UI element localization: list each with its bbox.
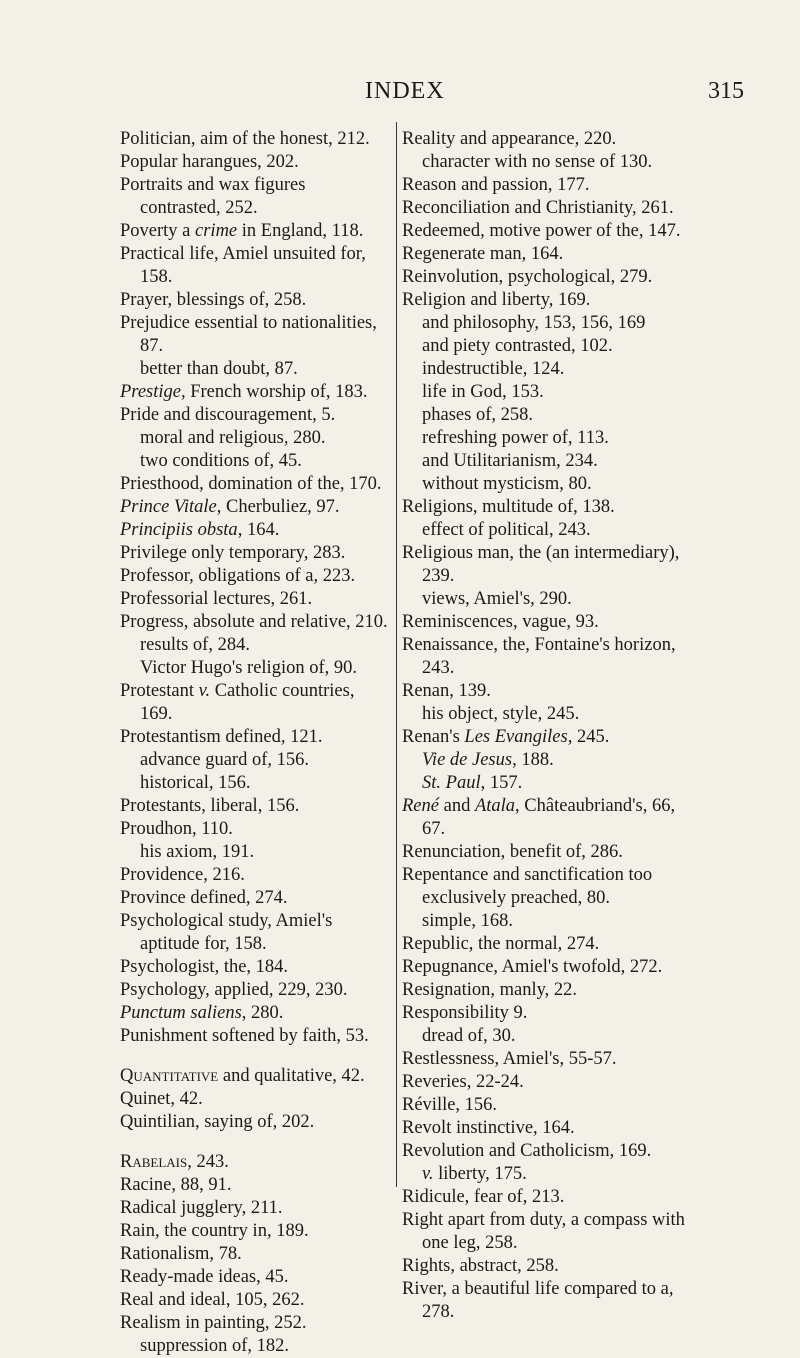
entry-text: Resignation, manly, 22. xyxy=(402,980,578,1000)
entry-text: Ready-made ideas, 45. xyxy=(120,1267,289,1287)
entry-text: Popular harangues, 202. xyxy=(120,152,299,172)
entry-text: Rain, the country in, 189. xyxy=(120,1221,309,1241)
index-entry xyxy=(120,864,388,887)
column-divider xyxy=(396,122,397,1187)
entry-text: crime xyxy=(195,221,238,241)
entry-text: Protestant xyxy=(120,681,199,701)
entry-text: Psychologist, the, 184. xyxy=(120,957,289,977)
index-entry xyxy=(120,588,388,611)
index-subentry xyxy=(120,1335,388,1358)
index-subentry xyxy=(402,335,698,358)
index-column-right xyxy=(402,128,698,1324)
index-entry xyxy=(120,220,388,243)
entry-text: Prince Vitale xyxy=(120,497,217,517)
entry-text: Prejudice essential to nationalities, 87. xyxy=(120,313,377,356)
entry-text: Racine, 88, 91. xyxy=(120,1175,232,1195)
index-entry xyxy=(402,1071,698,1094)
index-entry xyxy=(402,611,698,634)
entry-text: phases of, 258. xyxy=(422,405,533,425)
entry-text: Reveries, 22-24. xyxy=(402,1072,524,1092)
index-subentry xyxy=(120,358,388,381)
index-entry xyxy=(120,1243,388,1266)
entry-text: Realism in painting, 252. xyxy=(120,1313,307,1333)
entry-text: liberty, 175. xyxy=(433,1164,527,1184)
entry-text: Regenerate man, 164. xyxy=(402,244,564,264)
index-subentry xyxy=(402,1025,698,1048)
index-subentry xyxy=(402,312,698,335)
index-entry xyxy=(120,496,388,519)
index-entry xyxy=(120,1002,388,1025)
entry-text: simple, 168. xyxy=(422,911,513,931)
index-entry xyxy=(120,1111,388,1134)
entry-text: Reconciliation and Christianity, 261. xyxy=(402,198,674,218)
entry-text: Renaissance, the, Fontaine's horizon, 243. xyxy=(402,635,676,678)
entry-text: Restlessness, Amiel's, 55-57. xyxy=(402,1049,617,1069)
entry-text: Punishment softened by faith, 53. xyxy=(120,1026,369,1046)
entry-text: Rights, abstract, 258. xyxy=(402,1256,559,1276)
entry-text: v. xyxy=(198,681,211,701)
index-subentry xyxy=(402,772,698,795)
index-entry xyxy=(402,1002,698,1025)
index-entry xyxy=(120,1312,388,1335)
index-entry xyxy=(402,220,698,243)
entry-text: Protestants, liberal, 156. xyxy=(120,796,300,816)
entry-text: , 164. xyxy=(237,520,280,540)
index-entry xyxy=(402,795,698,841)
entry-text: Poverty a xyxy=(120,221,196,241)
entry-text: his object, style, 245. xyxy=(422,704,580,724)
index-entry xyxy=(120,519,388,542)
index-subentry xyxy=(402,588,698,611)
entry-text: his axiom, 191. xyxy=(140,842,255,862)
index-subentry xyxy=(120,657,388,680)
index-subentry xyxy=(402,358,698,381)
entry-text: better than doubt, 87. xyxy=(140,359,298,379)
entry-text: in England, 118. xyxy=(237,221,364,241)
index-subentry xyxy=(402,473,698,496)
entry-text: St. Paul xyxy=(422,773,481,793)
entry-text: views, Amiel's, 290. xyxy=(422,589,572,609)
page-header xyxy=(0,78,800,108)
index-subentry xyxy=(120,634,388,657)
entry-text: , French worship of, 183. xyxy=(180,382,368,402)
entry-text: , Cherbuliez, 97. xyxy=(216,497,340,517)
index-entry xyxy=(120,404,388,427)
entry-text: Proudhon, 110. xyxy=(120,819,233,839)
entry-text: and piety contrasted, 102. xyxy=(422,336,613,356)
index-entry xyxy=(120,1025,388,1048)
entry-text: River, a beautiful life compared to a, 278. xyxy=(402,1279,674,1322)
index-entry xyxy=(120,910,388,956)
entry-text: Quintilian, saying of, 202. xyxy=(120,1112,315,1132)
entry-text: and Utilitarianism, 234. xyxy=(422,451,598,471)
entry-text: Portraits and wax figures contrasted, 252. xyxy=(120,175,306,218)
entry-text: Renan, 139. xyxy=(402,681,491,701)
entry-text: Reason and passion, 177. xyxy=(402,175,590,195)
index-entry xyxy=(402,864,698,910)
index-entry xyxy=(402,1278,698,1324)
index-entry xyxy=(120,818,388,841)
entry-text: Redeemed, motive power of the, 147. xyxy=(402,221,681,241)
index-entry xyxy=(402,496,698,519)
entry-text: refreshing power of, 113. xyxy=(422,428,609,448)
entry-text: Renunciation, benefit of, 286. xyxy=(402,842,623,862)
index-entry xyxy=(402,956,698,979)
entry-text: Real and ideal, 105, 262. xyxy=(120,1290,305,1310)
entry-text: Réville, 156. xyxy=(402,1095,498,1115)
entry-text: Revolt instinctive, 164. xyxy=(402,1118,575,1138)
entry-text: Province defined, 274. xyxy=(120,888,288,908)
entry-text: Revolution and Catholicism, 169. xyxy=(402,1141,652,1161)
entry-text: Providence, 216. xyxy=(120,865,245,885)
entry-text: two conditions of, 45. xyxy=(140,451,302,471)
entry-text: Atala xyxy=(474,796,516,816)
index-subentry xyxy=(402,910,698,933)
index-entry xyxy=(120,887,388,910)
entry-text: Progress, absolute and relative, 210. xyxy=(120,612,388,632)
entry-text: René xyxy=(402,796,439,816)
index-entry xyxy=(402,1255,698,1278)
entry-text: Radical jugglery, 211. xyxy=(120,1198,283,1218)
entry-text: Politician, aim of the honest, 212. xyxy=(120,129,370,149)
index-entry xyxy=(402,1209,698,1255)
entry-text: Practical life, Amiel unsuited for, 158. xyxy=(120,244,366,287)
entry-text: Priesthood, domination of the, 170. xyxy=(120,474,382,494)
entry-text: Republic, the normal, 274. xyxy=(402,934,600,954)
index-entry xyxy=(120,1151,388,1174)
entry-text: advance guard of, 156. xyxy=(140,750,310,770)
entry-text: life in God, 153. xyxy=(422,382,544,402)
entry-text: Psychological study, Amiel's aptitude for, 158. xyxy=(120,911,333,954)
index-subentry xyxy=(120,427,388,450)
section-gap xyxy=(120,1134,388,1151)
entry-text: Privilege only temporary, 283. xyxy=(120,543,346,563)
entry-text: Prestige xyxy=(120,382,181,402)
entry-text: , 280. xyxy=(241,1003,284,1023)
index-entry xyxy=(120,565,388,588)
entry-text: , Châteaubriand's, 66, 67. xyxy=(422,796,676,839)
index-subentry xyxy=(402,519,698,542)
index-entry xyxy=(402,1117,698,1140)
entry-text: historical, 156. xyxy=(140,773,251,793)
entry-text: Rationalism, 78. xyxy=(120,1244,242,1264)
entry-text: Religion and liberty, 169. xyxy=(402,290,591,310)
running-title: INDEX xyxy=(365,78,445,104)
entry-text: Reminiscences, vague, 93. xyxy=(402,612,599,632)
index-subentry xyxy=(402,427,698,450)
entry-text: moral and religious, 280. xyxy=(140,428,326,448)
entry-text: effect of political, 243. xyxy=(422,520,591,540)
index-entry xyxy=(402,634,698,680)
index-subentry xyxy=(120,772,388,795)
index-entry xyxy=(120,611,388,634)
entry-text: without mysticism, 80. xyxy=(422,474,592,494)
index-subentry xyxy=(402,703,698,726)
entry-text: results of, 284. xyxy=(140,635,250,655)
index-entry xyxy=(402,1186,698,1209)
index-entry xyxy=(402,726,698,749)
entry-text: Repentance and sanctification too exclusively preached, 80. xyxy=(402,865,653,908)
page-number: 315 xyxy=(708,78,744,104)
index-entry xyxy=(402,174,698,197)
index-entry xyxy=(120,956,388,979)
index-entry xyxy=(120,381,388,404)
entry-text: Quantitative xyxy=(120,1066,219,1086)
entry-text: and qualitative, 42. xyxy=(218,1066,365,1086)
index-entry xyxy=(402,128,698,151)
entry-text: Ridicule, fear of, 213. xyxy=(402,1187,565,1207)
entry-text: Responsibility 9. xyxy=(402,1003,528,1023)
index-subentry xyxy=(402,450,698,473)
index-entry xyxy=(402,933,698,956)
entry-text: Religions, multitude of, 138. xyxy=(402,497,615,517)
index-entry xyxy=(402,266,698,289)
index-entry xyxy=(120,680,388,726)
index-entry xyxy=(402,197,698,220)
entry-text: Prayer, blessings of, 258. xyxy=(120,290,307,310)
entry-text: character with no sense of 130. xyxy=(422,152,653,172)
index-entry xyxy=(120,1065,388,1088)
index-entry xyxy=(120,1289,388,1312)
index-entry xyxy=(402,542,698,588)
entry-text: Psychology, applied, 229, 230. xyxy=(120,980,348,1000)
index-entry xyxy=(120,542,388,565)
index-entry xyxy=(120,289,388,312)
index-entry xyxy=(120,312,388,358)
index-entry xyxy=(120,243,388,289)
index-entry xyxy=(402,289,698,312)
entry-text: dread of, 30. xyxy=(422,1026,516,1046)
index-entry xyxy=(120,1088,388,1111)
index-column-left xyxy=(120,128,388,1358)
index-entry xyxy=(120,1174,388,1197)
entry-text: Reality and appearance, 220. xyxy=(402,129,617,149)
entry-text: , 245. xyxy=(567,727,610,747)
index-subentry xyxy=(120,841,388,864)
entry-text: Professorial lectures, 261. xyxy=(120,589,313,609)
entry-text: Repugnance, Amiel's twofold, 272. xyxy=(402,957,663,977)
entry-text: v. xyxy=(422,1164,434,1184)
entry-text: Principiis obsta xyxy=(120,520,238,540)
entry-text: Professor, obligations of a, 223. xyxy=(120,566,356,586)
index-entry xyxy=(120,979,388,1002)
index-entry xyxy=(120,473,388,496)
index-entry xyxy=(402,979,698,1002)
index-subentry xyxy=(120,450,388,473)
index-entry xyxy=(402,243,698,266)
index-entry xyxy=(402,1140,698,1163)
index-subentry xyxy=(402,404,698,427)
entry-text: indestructible, 124. xyxy=(422,359,565,379)
index-entry xyxy=(120,726,388,749)
index-entry xyxy=(402,1094,698,1117)
index-entry xyxy=(120,151,388,174)
index-subentry xyxy=(120,749,388,772)
index-entry xyxy=(120,795,388,818)
entry-text: Les Evangiles xyxy=(464,727,568,747)
entry-text: Pride and discouragement, 5. xyxy=(120,405,336,425)
index-entry xyxy=(120,174,388,220)
index-entry xyxy=(402,680,698,703)
entry-text: Protestantism defined, 121. xyxy=(120,727,323,747)
entry-text: Renan's xyxy=(402,727,465,747)
entry-text: and xyxy=(438,796,475,816)
index-entry xyxy=(402,841,698,864)
index-entry xyxy=(402,1048,698,1071)
index-subentry xyxy=(402,151,698,174)
entry-text: , 157. xyxy=(480,773,523,793)
section-gap xyxy=(120,1048,388,1065)
index-subentry xyxy=(402,1163,698,1186)
entry-text: , 243. xyxy=(187,1152,229,1172)
index-subentry xyxy=(402,381,698,404)
entry-text: suppression of, 182. xyxy=(140,1336,290,1356)
entry-text: Religious man, the (an intermediary), 239. xyxy=(402,543,680,586)
entry-text: Catholic countries, 169. xyxy=(140,681,355,724)
entry-text: Vie de Jesus xyxy=(422,750,513,770)
entry-text: Rabelais xyxy=(120,1152,188,1172)
index-entry xyxy=(120,1220,388,1243)
entry-text: Quinet, 42. xyxy=(120,1089,203,1109)
index-subentry xyxy=(402,749,698,772)
entry-text: Victor Hugo's religion of, 90. xyxy=(140,658,357,678)
entry-text: Right apart from duty, a compass with one leg, 258. xyxy=(402,1210,685,1253)
entry-text: and philosophy, 153, 156, 169 xyxy=(422,313,646,333)
entry-text: Reinvolution, psychological, 279. xyxy=(402,267,653,287)
index-entry xyxy=(120,128,388,151)
entry-text: Punctum saliens xyxy=(120,1003,242,1023)
index-entry xyxy=(120,1197,388,1220)
index-entry xyxy=(120,1266,388,1289)
entry-text: , 188. xyxy=(512,750,554,770)
